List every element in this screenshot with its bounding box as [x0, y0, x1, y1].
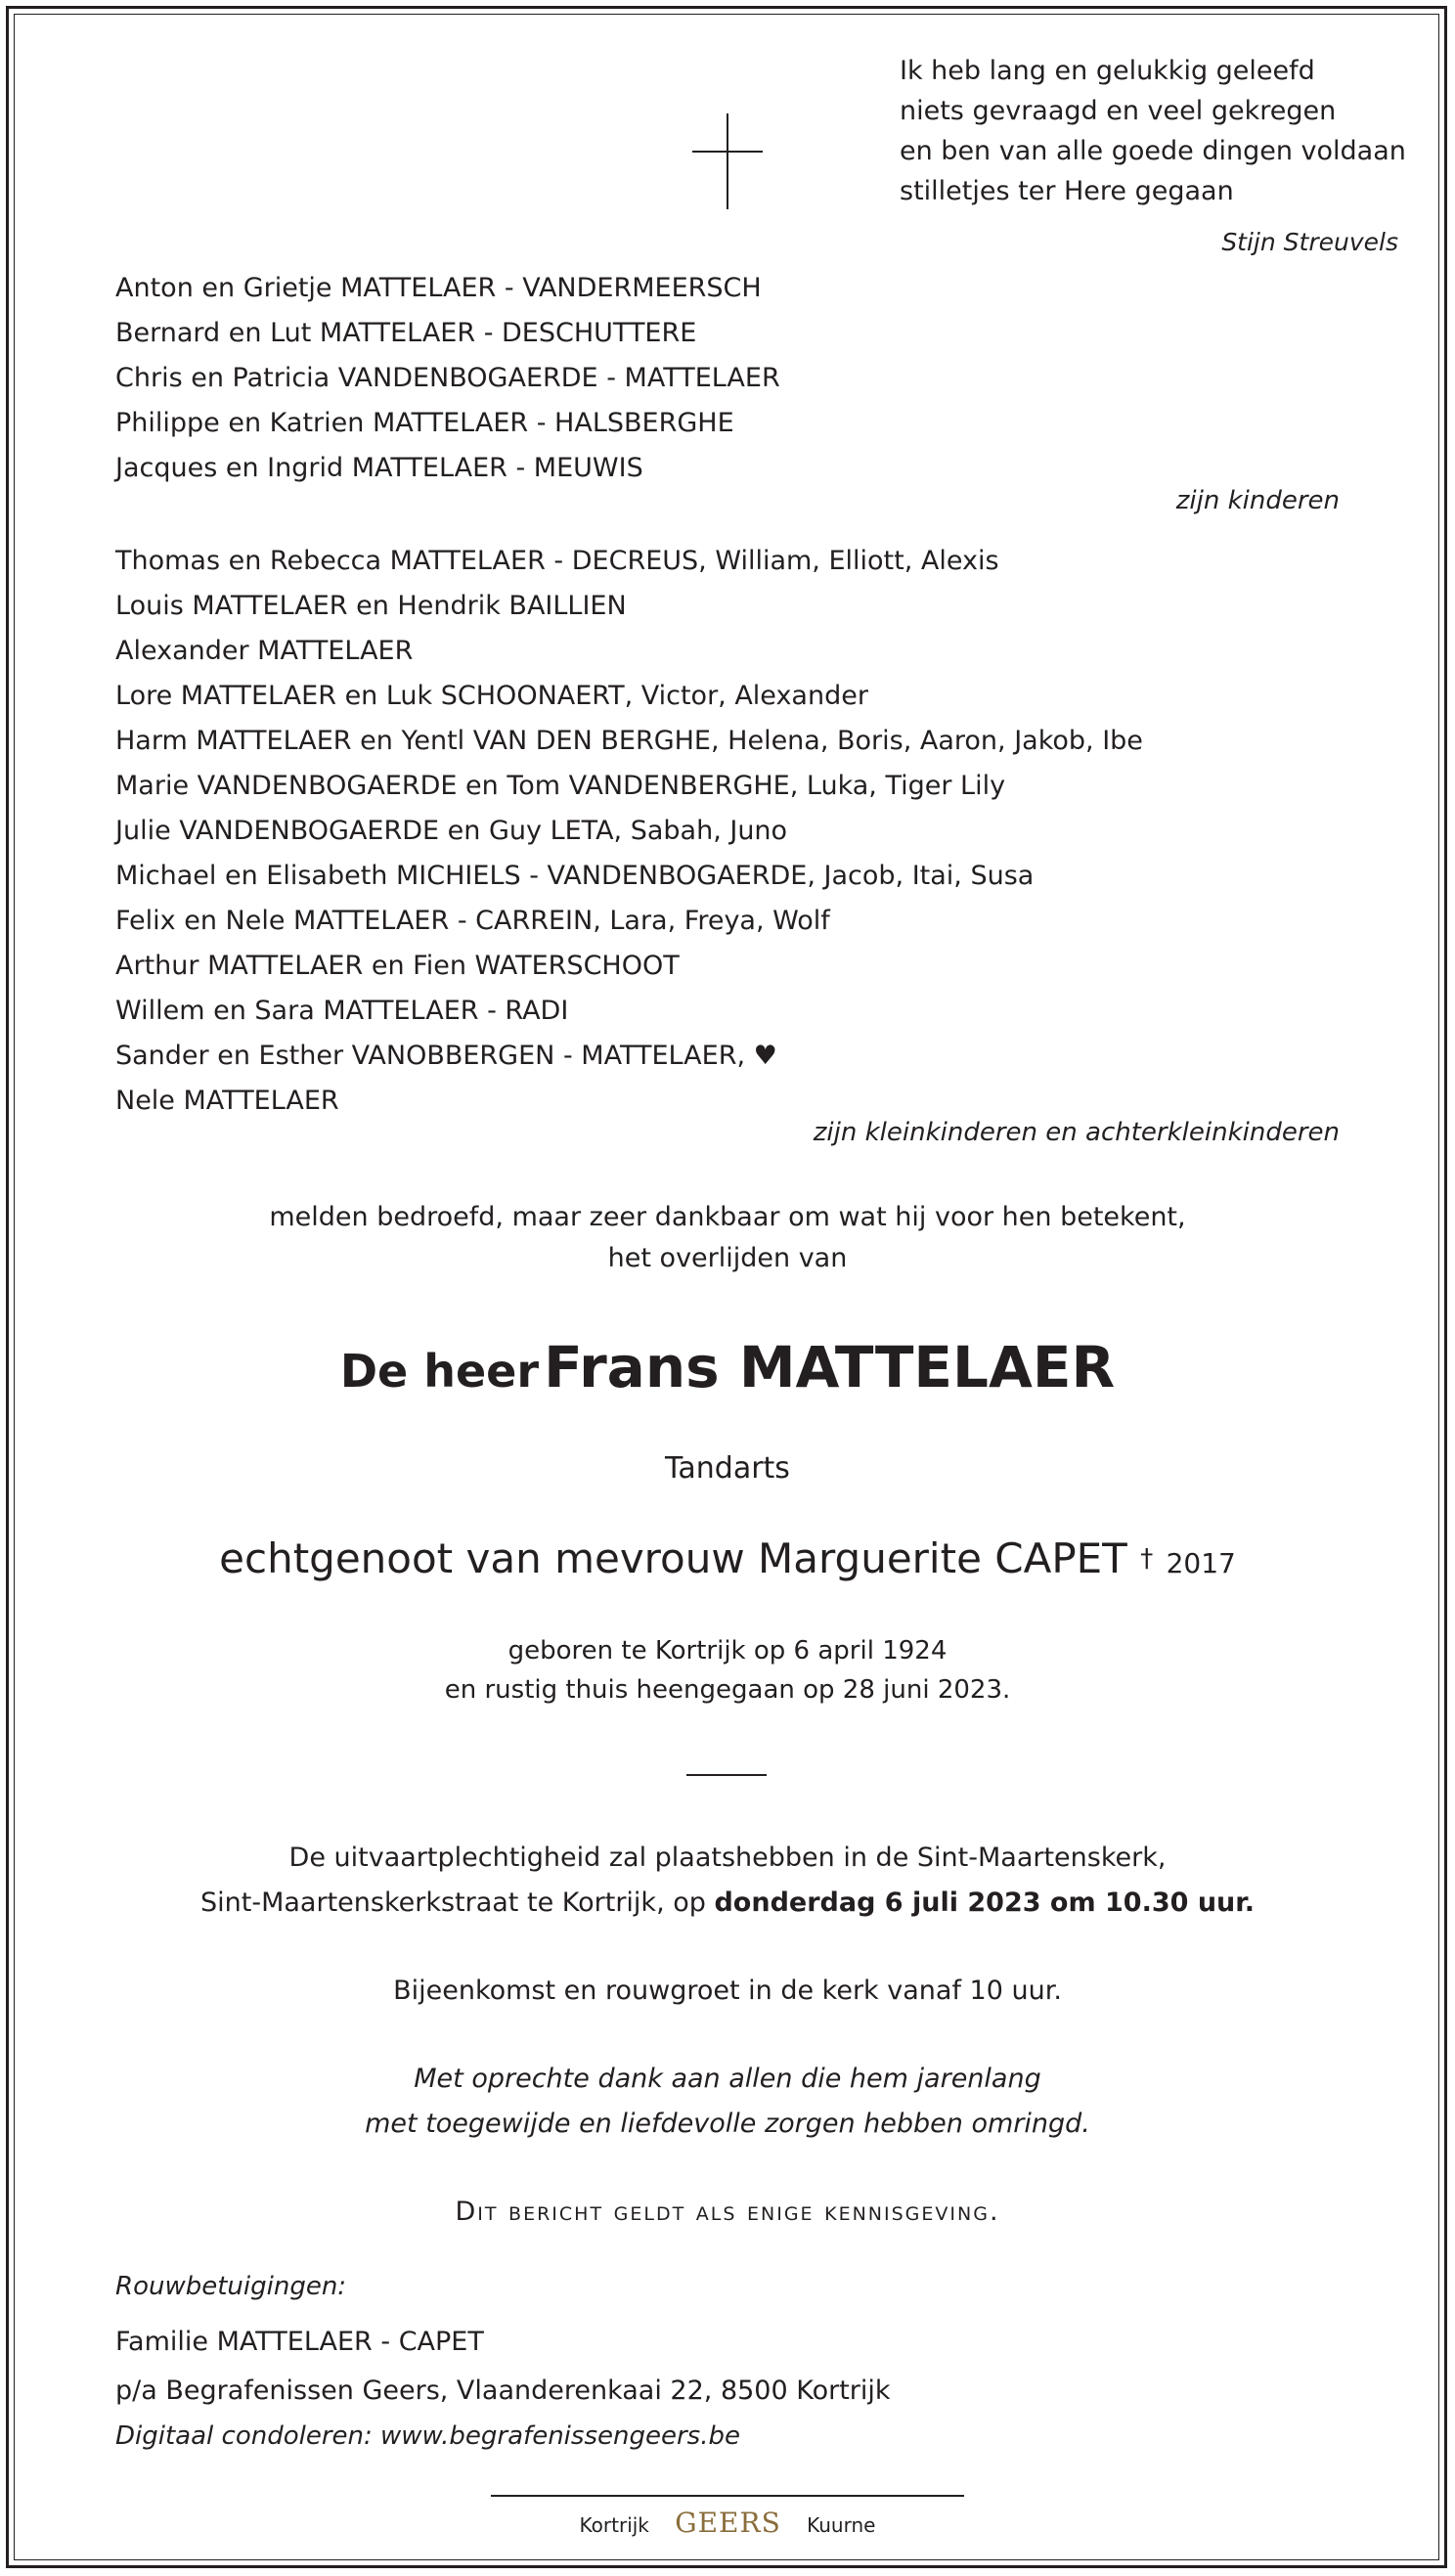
announcement-line: melden bedroefd, maar zeer dankbaar om wat hij voor hen betekent,: [269, 1202, 1186, 1232]
brand-logo: GEERS: [675, 2507, 781, 2539]
condolences-digital: Digitaal condoleren: www.begrafenissengeers.be: [115, 2421, 740, 2451]
poem: [900, 51, 1406, 211]
spouse-cross-icon: †: [1140, 1544, 1154, 1574]
deceased-name: [0, 1334, 1455, 1400]
announcement-line: het overlijden van: [607, 1243, 848, 1273]
gathering-info: Bijeenkomst en rouwgroet in de kerk vanaf 10 uur.: [393, 1976, 1062, 2006]
spouse-year: 2017: [1166, 1547, 1236, 1579]
list-item: Marie VANDENBOGAERDE en Tom VANDENBERGHE, Luka, Tiger Lily: [115, 771, 1006, 801]
poem-line: niets gevraagd en veel gekregen: [900, 96, 1337, 126]
profession: Tandarts: [665, 1451, 790, 1486]
thanks-line: Met oprechte dank aan allen die hem jarenlang: [414, 2064, 1041, 2094]
list-item: Julie VANDENBOGAERDE en Guy LETA, Sabah, Juno: [115, 816, 788, 846]
grandchildren-role: zijn kleinkinderen en achterkleinkinderen: [813, 1118, 1340, 1147]
funeral-line: De uitvaartplechtigheid zal plaatshebben in de Sint-Maartenskerk,: [288, 1843, 1167, 1873]
list-item: Bernard en Lut MATTELAER - DESCHUTTERE: [115, 318, 697, 348]
list-item: Jacques en Ingrid MATTELAER - MEUWIS: [115, 453, 643, 483]
list-item: Alexander MATTELAER: [115, 636, 414, 666]
list-item: Philippe en Katrien MATTELAER - HALSBERGHE: [115, 408, 734, 438]
list-item: Nele MATTELAER: [115, 1086, 339, 1116]
footer-city-right: Kuurne: [807, 2513, 876, 2537]
list-item: Chris en Patricia VANDENBOGAERDE - MATTELAER: [115, 363, 780, 393]
list-item: Sander en Esther VANOBBERGEN - MATTELAER, ♥: [115, 1041, 777, 1071]
footer-logo: [0, 2506, 1455, 2543]
spouse-line: [0, 1532, 1455, 1591]
poem-line: en ben van alle goede dingen voldaan: [900, 136, 1406, 166]
separator: [686, 1774, 767, 1776]
footer-rule: [491, 2495, 964, 2497]
condolences-address: p/a Begrafenissen Geers, Vlaanderenkaai 22, 8500 Kortrijk: [115, 2376, 891, 2406]
deceased-fullname: Frans MATTELAER: [544, 1334, 1116, 1400]
grandchildren-list: [115, 539, 1143, 1124]
list-item: Anton en Grietje MATTELAER - VANDERMEERSCH: [115, 273, 762, 303]
list-item: Harm MATTELAER en Yentl VAN DEN BERGHE, Helena, Boris, Aaron, Jakob, Ibe: [115, 726, 1143, 756]
funeral-datetime: donderdag 6 juli 2023 om 10.30 uur.: [714, 1888, 1255, 1918]
deceased-prefix: De heer: [339, 1345, 540, 1398]
poem-line: stilletjes ter Here gegaan: [900, 176, 1234, 206]
list-item: Arthur MATTELAER en Fien WATERSCHOOT: [115, 951, 680, 981]
funeral-line: [0, 1882, 1455, 1925]
birth-info: geboren te Kortrijk op 6 april 1924: [507, 1636, 948, 1666]
death-info: en rustig thuis heengegaan op 28 juni 2023.: [444, 1675, 1011, 1705]
spouse-text: echtgenoot van mevrouw Marguerite CAPET: [219, 1534, 1127, 1582]
list-item: Louis MATTELAER en Hendrik BAILLIEN: [115, 591, 627, 621]
list-item: Willem en Sara MATTELAER - RADI: [115, 996, 569, 1026]
condolences-label: Rouwbetuigingen:: [115, 2272, 347, 2301]
condolences-family: Familie MATTELAER - CAPET: [115, 2327, 484, 2357]
list-item: Thomas en Rebecca MATTELAER - DECREUS, William, Elliott, Alexis: [115, 546, 999, 576]
children-list: [115, 266, 780, 491]
list-item: Felix en Nele MATTELAER - CARREIN, Lara, Freya, Wolf: [115, 906, 830, 936]
poem-line: Ik heb lang en gelukkig geleefd: [900, 56, 1315, 86]
footer-city-left: Kortrijk: [579, 2513, 649, 2537]
thanks-line: met toegewijde en liefdevolle zorgen hebben omringd.: [365, 2109, 1090, 2139]
poem-author: Stijn Streuvels: [1221, 228, 1398, 256]
children-role: zijn kinderen: [1175, 486, 1340, 515]
list-item: Lore MATTELAER en Luk SCHOONAERT, Victor, Alexander: [115, 681, 868, 711]
notice: Dit bericht geldt als enige kennisgeving.: [455, 2197, 1000, 2227]
funeral-location: Sint-Maartenskerkstraat te Kortrijk, op: [200, 1888, 715, 1918]
list-item: Michael en Elisabeth MICHIELS - VANDENBOGAERDE, Jacob, Itai, Susa: [115, 861, 1035, 891]
cross-icon: [692, 113, 763, 209]
